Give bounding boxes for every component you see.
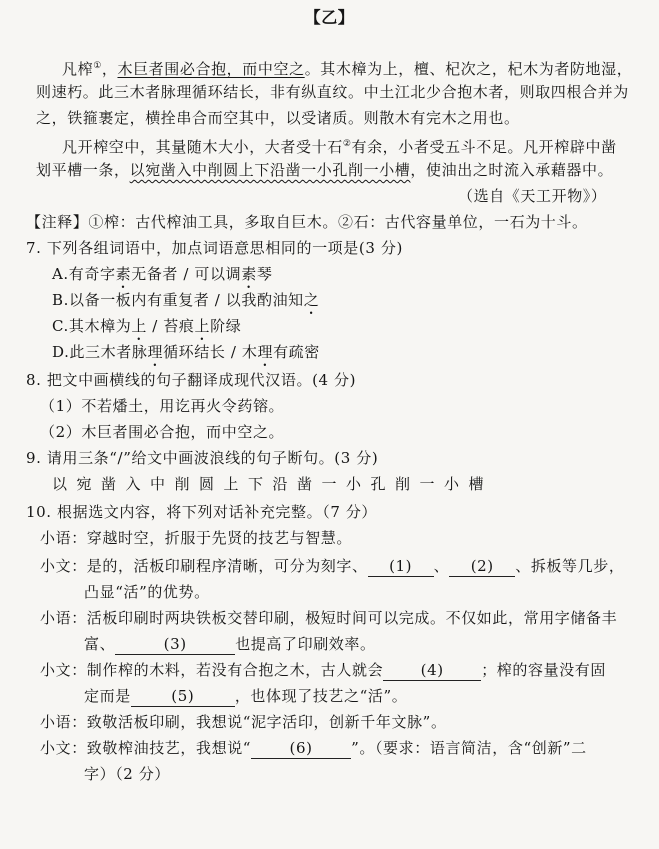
option-text: B.以备一板内有重复者 / 以我酌油知 bbox=[52, 291, 304, 309]
option-text: C.其木樟为 bbox=[52, 317, 132, 335]
option-text: 无备者 / 可以调 bbox=[131, 265, 242, 283]
q9-stem: 9. 请用三条“/”给文中画波浪线的句子断句。(3 分) bbox=[26, 449, 379, 467]
option-text: 琴 bbox=[256, 265, 273, 283]
dialog-text: 小文：是的，活板印刷程序清晰，可分为刻字、 bbox=[40, 557, 368, 575]
dialog-text: 、拆板等几步， bbox=[515, 557, 625, 575]
dialog-text: 小文：制作榨的木料，若没有合抱之木，古人就会 bbox=[40, 661, 384, 679]
para2-line1 bbox=[62, 134, 617, 157]
underlined-sentence: 木巨者围必合抱，而中空之 bbox=[117, 60, 305, 78]
notes-label: 【注释】 bbox=[26, 213, 89, 231]
para1-text: 。其木樟为上，檀、杞次之，杞木为者防地湿， bbox=[304, 60, 633, 78]
answer-blank-3[interactable]: (3) bbox=[115, 634, 235, 655]
option-text: A.有奇字 bbox=[52, 265, 116, 283]
dialog-text: ，也体现了技艺之“活”。 bbox=[234, 687, 408, 705]
para2-text: 凡开榨空中，其量随木大小，大者受十石 bbox=[62, 138, 343, 156]
dialog-line-6-cont: 字）（2 分） bbox=[84, 765, 171, 783]
dotted-word: 素 bbox=[115, 265, 132, 283]
dialog-text: 富、 bbox=[84, 635, 116, 653]
para1-line1 bbox=[62, 56, 632, 79]
answer-blank-4[interactable]: (4) bbox=[383, 660, 481, 681]
para1-line2: 则速朽。此三木者脉理循环结长，非有纵直纹。中土江北少合抱木者，则取四根合并为 bbox=[36, 83, 629, 101]
option-text: D.此三木者脉 bbox=[52, 343, 148, 361]
option-text: 循环结长 / 木 bbox=[163, 343, 258, 361]
q8-stem: 8. 把文中画横线的句子翻译成现代汉语。(4 分) bbox=[26, 371, 357, 389]
dialog-line-1: 小语：穿越时空，折服于先贤的技艺与智慧。 bbox=[40, 529, 353, 547]
dialog-line-4-cont bbox=[84, 686, 407, 707]
answer-blank-2[interactable]: (2) bbox=[449, 556, 515, 577]
dialog-line-3-cont bbox=[84, 634, 376, 655]
para1-text: 凡榨 bbox=[62, 60, 94, 78]
wavy-sentence: 以宛凿入中削圆上下沿凿一小孔削一小槽 bbox=[129, 161, 411, 179]
dialog-text: ；榨的容量没有固 bbox=[481, 661, 607, 679]
q7-option-d bbox=[52, 342, 320, 370]
notes-text: ①榨：古代榨油工具，多取自巨木。②石：古代容量单位，一石为十斗。 bbox=[88, 213, 588, 231]
dotted-word: 之 bbox=[303, 291, 320, 309]
dialog-text: ”。（要求：语言简洁，含“创新”二 bbox=[351, 739, 587, 757]
dialog-line-4 bbox=[40, 660, 606, 681]
notes bbox=[26, 212, 588, 232]
dialog-text: 定而是 bbox=[84, 687, 131, 705]
q7-option-a bbox=[52, 264, 272, 292]
dotted-word: 素 bbox=[241, 265, 257, 283]
q7-stem: 7. 下列各组词语中，加点词语意思相同的一项是(3 分) bbox=[26, 239, 403, 257]
dotted-word: 理 bbox=[147, 343, 164, 361]
q8-sentence-2: （2）木巨者围必合抱，而中空之。 bbox=[40, 423, 285, 441]
dotted-word: 理 bbox=[257, 343, 274, 361]
para2-line2 bbox=[36, 160, 613, 180]
dialog-line-3: 小语：活板印刷时两块铁板交替印刷，极短时间可以完成。不仅如此，常用字储备丰 bbox=[40, 609, 618, 627]
para2-text: 有余，小者受五斗不足。凡开榨辟中凿 bbox=[351, 138, 617, 156]
dialog-line-6 bbox=[40, 738, 587, 759]
option-text: / 苔痕 bbox=[146, 317, 195, 335]
dotted-word: 上 bbox=[131, 317, 147, 335]
answer-blank-1[interactable]: (1) bbox=[368, 556, 434, 577]
q8-sentence-1: （1）不若燔土，用讫再火令药镕。 bbox=[40, 397, 285, 415]
q10-stem: 10. 根据选文内容，将下列对话补充完整。（7 分） bbox=[26, 503, 378, 521]
footnote-ref-2: ② bbox=[342, 139, 352, 149]
section-title: 【乙】 bbox=[304, 8, 355, 27]
para2-text: 划平槽一条， bbox=[36, 161, 130, 179]
para2-text: ，使油出之时流入承藉器中。 bbox=[410, 161, 614, 179]
q7-option-b bbox=[52, 290, 319, 318]
dialog-line-2 bbox=[40, 556, 624, 577]
answer-blank-6[interactable]: (6) bbox=[251, 738, 351, 759]
option-text: 阶绿 bbox=[210, 317, 242, 335]
dialog-text: 、 bbox=[433, 557, 450, 575]
footnote-ref-1: ① bbox=[93, 61, 102, 71]
para1-text: ， bbox=[101, 60, 118, 78]
q7-option-c bbox=[52, 316, 241, 344]
answer-blank-5[interactable]: (5) bbox=[131, 686, 235, 707]
dialog-text: 也提高了印刷效率。 bbox=[235, 635, 376, 653]
dialog-line-5: 小语：致敬活板印刷，我想说“泥字活印，创新千年文脉”。 bbox=[40, 713, 447, 731]
para1-line3: 之，铁箍裹定，横拴串合而空其中，以受诸质。则散木有完木之用也。 bbox=[36, 109, 520, 127]
q9-sentence: 以宛凿入中削圆上下沿凿一小孔削一小槽 bbox=[52, 475, 494, 493]
dotted-word: 上 bbox=[194, 317, 211, 335]
dialog-text: 小文：致敬榨油技艺，我想说“ bbox=[40, 739, 252, 757]
source-citation: （选自《天工开物》） bbox=[458, 187, 607, 205]
dialog-line-2-cont: 凸显“活”的优势。 bbox=[84, 583, 210, 601]
option-text: 有疏密 bbox=[273, 343, 320, 361]
